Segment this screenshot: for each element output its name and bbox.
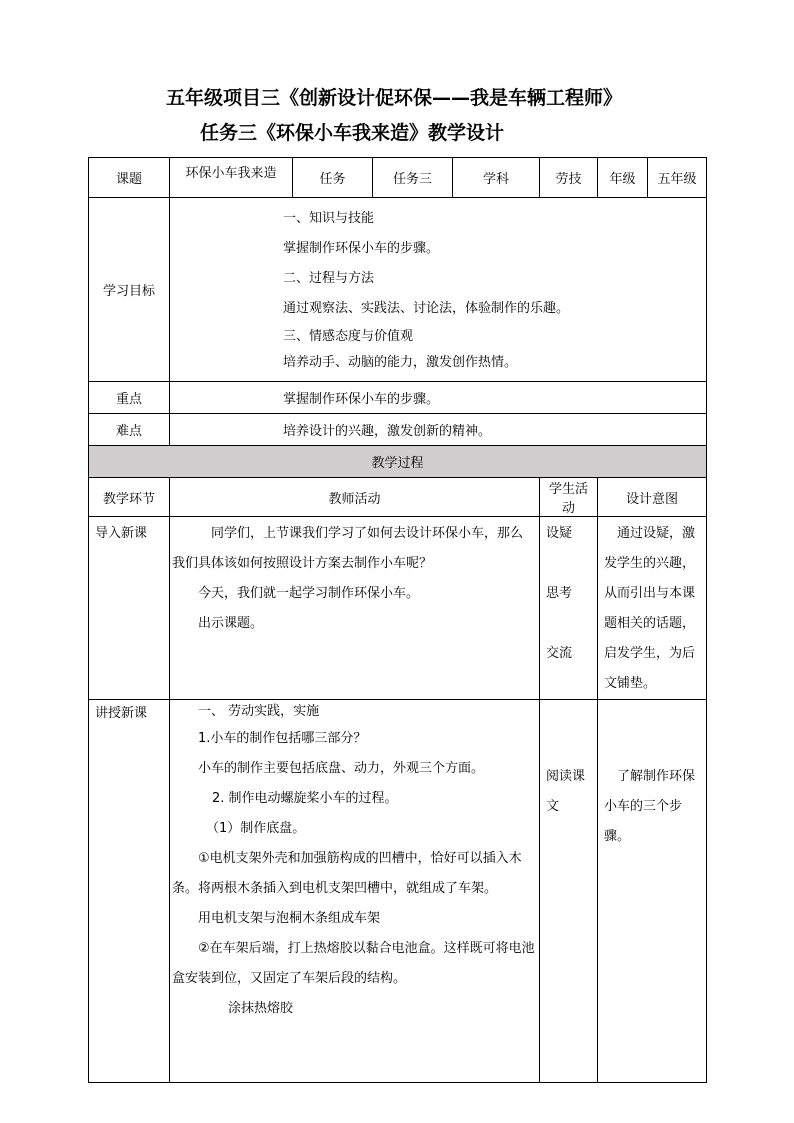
- objective-line: 掌握制作环保小车的步骤。: [283, 240, 440, 256]
- objective-line: 培养动手、动脑的能力，激发创作热情。: [283, 354, 518, 370]
- intro-teacher-line: 今天，我们就一起学习制作环保小车。: [198, 586, 420, 601]
- new-lesson-intent-text: 了解制作环保小车的三个步骤。: [604, 769, 696, 844]
- subject-label: 学科: [453, 158, 540, 198]
- new-lesson-teacher-line: 用电机支架与泡桐木条组成车架: [198, 911, 381, 926]
- difficulty-value: 培养设计的兴趣，激发创新的精神。: [170, 414, 707, 446]
- process-header-row: [89, 446, 707, 478]
- intro-student-line: 思考: [546, 586, 573, 601]
- objective-line: 三、情感态度与价值观: [283, 328, 414, 344]
- grade-value: 五年级: [648, 158, 707, 198]
- new-lesson-intent: [598, 700, 707, 1083]
- new-lesson-teacher-line: 1.小车的制作包括哪三部分？: [198, 731, 367, 746]
- new-lesson-teacher-line: ①电机支架外壳和加强筋构成的凹槽中，恰好可以插入木条。将两根木条插入到电机支架凹槽中，就组成了车架。: [172, 851, 522, 896]
- objectives-content: [170, 198, 707, 382]
- new-lesson-teacher-line: 2. 制作电动螺旋桨小车的过程。: [212, 791, 398, 806]
- key-point-label: 重点: [89, 382, 170, 414]
- task-value: 任务三: [373, 158, 453, 198]
- intro-stage: 导入新课: [89, 517, 170, 700]
- task-label: 任务: [293, 158, 373, 198]
- intro-student-line: 交流: [546, 646, 573, 661]
- grade-label: 年级: [598, 158, 648, 198]
- topic-value: 环保小车我来造: [170, 158, 293, 198]
- new-lesson-stage: [89, 700, 170, 1083]
- column-header-row: [89, 478, 707, 517]
- difficulty-row: [89, 414, 707, 446]
- key-point-row: [89, 382, 707, 414]
- lesson-plan-table: [88, 157, 707, 1083]
- intro-intent-text: 通过设疑，激发学生的兴趣，从而引出与本课题相关的话题，启发学生，为后文铺垫。: [604, 526, 696, 691]
- new-lesson-row: [89, 700, 707, 1083]
- subject-value: 劳技: [540, 158, 598, 198]
- new-lesson-student-text: 阅读课文: [546, 769, 586, 814]
- document-title-line2: 任务三《环保小车我来造》教学设计: [200, 122, 505, 144]
- intro-student: [540, 517, 598, 700]
- topic-label: 课题: [89, 158, 170, 198]
- new-lesson-teacher-line: （1）制作底盘。: [206, 821, 306, 836]
- objective-line: 二、过程与方法: [283, 270, 375, 286]
- new-lesson-student: [540, 700, 598, 1083]
- column-header-student: 学生活动: [540, 478, 598, 517]
- objective-line: 通过观察法、实践法、讨论法，体验制作的乐趣。: [283, 300, 570, 316]
- column-header-intent: 设计意图: [598, 478, 707, 517]
- new-lesson-teacher: [170, 700, 540, 1083]
- objective-line: 一、知识与技能: [283, 210, 375, 226]
- intro-teacher: [170, 517, 540, 700]
- new-lesson-teacher-line: 小车的制作主要包括底盘、动力，外观三个方面。: [198, 761, 485, 776]
- new-lesson-teacher-line: 一、 劳动实践，实施: [198, 704, 320, 719]
- document-title-line1: 五年级项目三《创新设计促环保——我是车辆工程师》: [166, 87, 623, 109]
- objectives-row: [89, 198, 707, 382]
- intro-teacher-line: 同学们，上节课我们学习了如何去设计环保小车，那么我们具体该如何按照设计方案去制作小车呢？: [172, 526, 524, 571]
- key-point-value: 掌握制作环保小车的步骤。: [170, 382, 707, 414]
- intro-intent: [598, 517, 707, 700]
- difficulty-label: 难点: [89, 414, 170, 446]
- intro-row: [89, 517, 707, 700]
- new-lesson-stage-label: 讲授新课: [95, 706, 148, 721]
- new-lesson-teacher-line: 涂抹热熔胶: [228, 1001, 294, 1016]
- new-lesson-teacher-line: ②在车架后端，打上热熔胶以黏合电池盒。这样既可将电池盒安装到位，又固定了车架后段的结构。: [172, 941, 535, 986]
- process-header: 教学过程: [89, 446, 707, 478]
- intro-student-line: 设疑: [546, 526, 573, 541]
- info-row: [89, 158, 707, 198]
- column-header-teacher: 教师活动: [170, 478, 540, 517]
- intro-teacher-line: 出示课题。: [198, 616, 264, 631]
- objectives-label: 学习目标: [89, 198, 170, 382]
- column-header-stage: 教学环节: [89, 478, 170, 517]
